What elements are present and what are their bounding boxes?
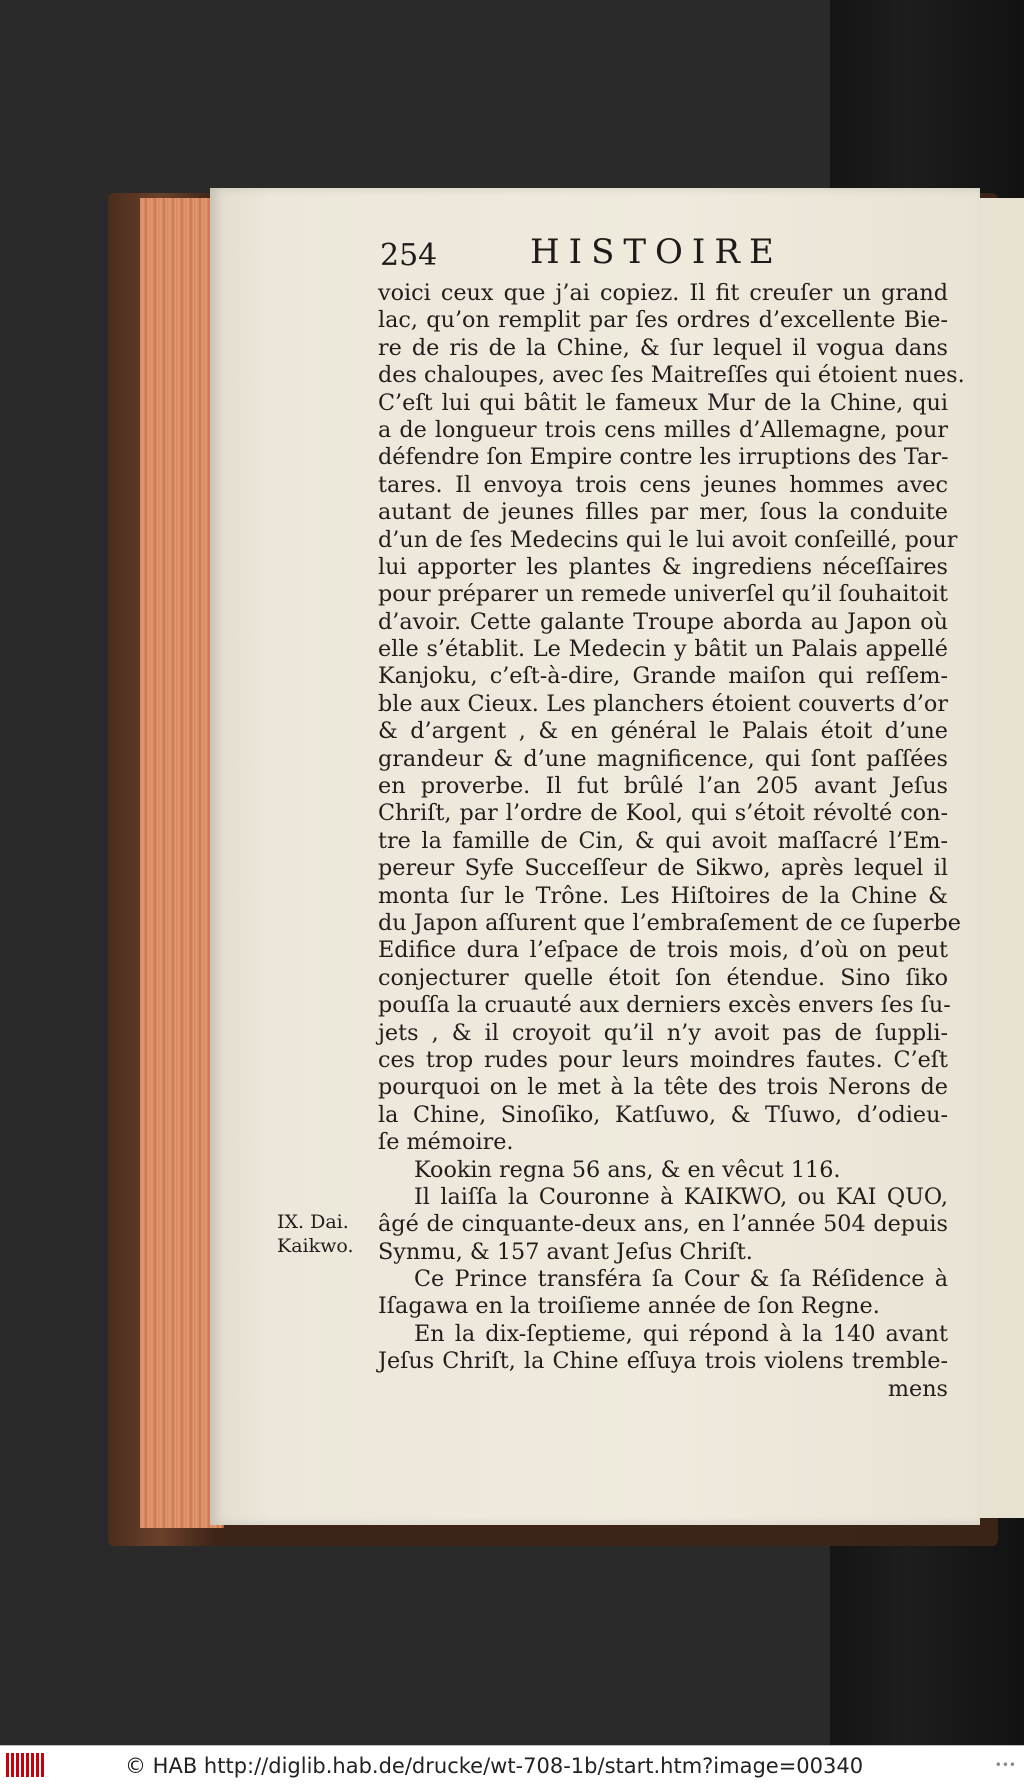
text-line: lac, qu’on remplit par ſes ordres d’excellente Bie- — [378, 307, 948, 334]
text-line: Iſagawa en la troiſieme année de ſon Regne. — [378, 1293, 880, 1320]
catchword: mens — [887, 1375, 948, 1402]
text-line: la Chine, Sinoſiko, Katſuwo, & Tſuwo, d’odieu- — [378, 1101, 948, 1128]
text-line: C’eſt lui qui bâtit le fameux Mur de la Chine, qui — [378, 389, 948, 416]
text-line: conjecturer quelle étoit ſon étendue. Sino ſiko — [378, 964, 948, 991]
text-line: tares. Il envoya trois cens jeunes hommes avec — [378, 471, 948, 498]
footer-url[interactable]: © HAB http://diglib.hab.de/drucke/wt-708-1b/start.htm?image=00340 — [125, 1754, 864, 1778]
text-line: ſe mémoire. — [378, 1129, 514, 1156]
text-line: Ce Prince transféra ſa Cour & ſa Réſidence à — [414, 1266, 948, 1293]
text-line: tre la famille de Cin, & qui avoit maſſacré l’Em- — [378, 827, 948, 854]
text-line: re de ris de la Chine, & ſur lequel il vogua dans — [378, 334, 948, 361]
text-line: Chriſt, par l’ordre de Kool, qui s’étoit révolté con- — [378, 800, 948, 827]
text-line: âgé de cinquante-deux ans, en l’année 504 depuis — [378, 1211, 948, 1238]
page-header — [380, 232, 980, 280]
text-line: pereur Syfe Succeſſeur de Sikwo, après lequel il — [378, 855, 948, 882]
more-icon[interactable]: ••• — [994, 1758, 1016, 1772]
text-line: pouſſa la cruauté aux derniers excès envers ſes ſu- — [378, 992, 951, 1019]
text-line: Synmu, & 157 avant Jeſus Chriſt. — [378, 1238, 753, 1265]
text-line: d’avoir. Cette galante Troupe aborda au Japon où — [378, 608, 948, 635]
hab-logo-icon — [6, 1753, 46, 1777]
text-line: voici ceux que j’ai copiez. Il fit creuſer un grand — [378, 280, 948, 306]
text-line: pour préparer un remede univerſel qu’il ſouhaitoit — [378, 581, 948, 608]
body-text — [378, 280, 965, 1403]
text-line: défendre ſon Empire contre les irruptions des Tar- — [378, 444, 949, 471]
text-line: autant de jeunes filles par mer, ſous la conduite — [378, 499, 948, 526]
text-line: ble aux Cieux. Les planchers étoient couverts d’or — [378, 690, 948, 717]
text-line: des chaloupes, avec ſes Maitreſſes qui étoient nues. — [378, 362, 965, 389]
text-line: Kanjoku, c’eſt-à-dire, Grande maiſon qui reſſem- — [378, 663, 948, 690]
text-line: Edifice dura l’eſpace de trois mois, d’où on peut — [378, 937, 948, 964]
text-line: pourquoi on le met à la tête des trois Nerons de — [378, 1074, 948, 1101]
margin-note — [277, 1210, 367, 1258]
text-line: Il laiſſa la Couronne à KAIKWO, ou KAI QUO, — [414, 1183, 948, 1210]
paragraph-kookin: Kookin regna 56 ans, & en vêcut 116. — [414, 1156, 841, 1183]
facing-page-edge — [975, 198, 1024, 1518]
text-line: en proverbe. Il fut brûlé l’an 205 avant Jeſus — [378, 773, 948, 800]
text-line: d’un de ſes Medecins qui le lui avoit conſeillé, pour — [378, 526, 958, 553]
text-line: elle s’établit. Le Medecin y bâtit un Palais appellé — [378, 636, 948, 663]
text-line: a de longueur trois cens milles d’Allemagne, pour — [378, 416, 948, 443]
footer-bar — [0, 1745, 1024, 1785]
text-line: Jeſus Chriſt, la Chine eſſuya trois violens tremble- — [378, 1348, 948, 1375]
running-title: HISTOIRE — [530, 232, 783, 272]
margin-note-line: IX. Dai. — [277, 1211, 349, 1233]
text-line: du Japon aſſurent que l’embraſement de ce ſuperbe — [378, 909, 961, 936]
text-line: ces trop rudes pour leurs moindres fautes. C’eſt — [378, 1046, 948, 1073]
text-line: grandeur & d’une magnificence, qui ſont paſſées — [378, 745, 948, 772]
page-number: 254 — [380, 238, 438, 273]
text-line: monta ſur le Trône. Les Hiſtoires de la Chine & — [378, 882, 948, 909]
text-line: & d’argent , & en général le Palais étoit d’une — [378, 718, 948, 745]
text-line: jets , & il croyoit qu’il n’y avoit pas de ſuppli- — [378, 1019, 948, 1046]
text-line: lui apporter les plantes & ingrediens néceſſaires — [378, 553, 948, 580]
text-line: En la dix-ſeptieme, qui répond à la 140 avant — [414, 1320, 948, 1347]
margin-note-line: Kaikwo. — [277, 1235, 354, 1257]
